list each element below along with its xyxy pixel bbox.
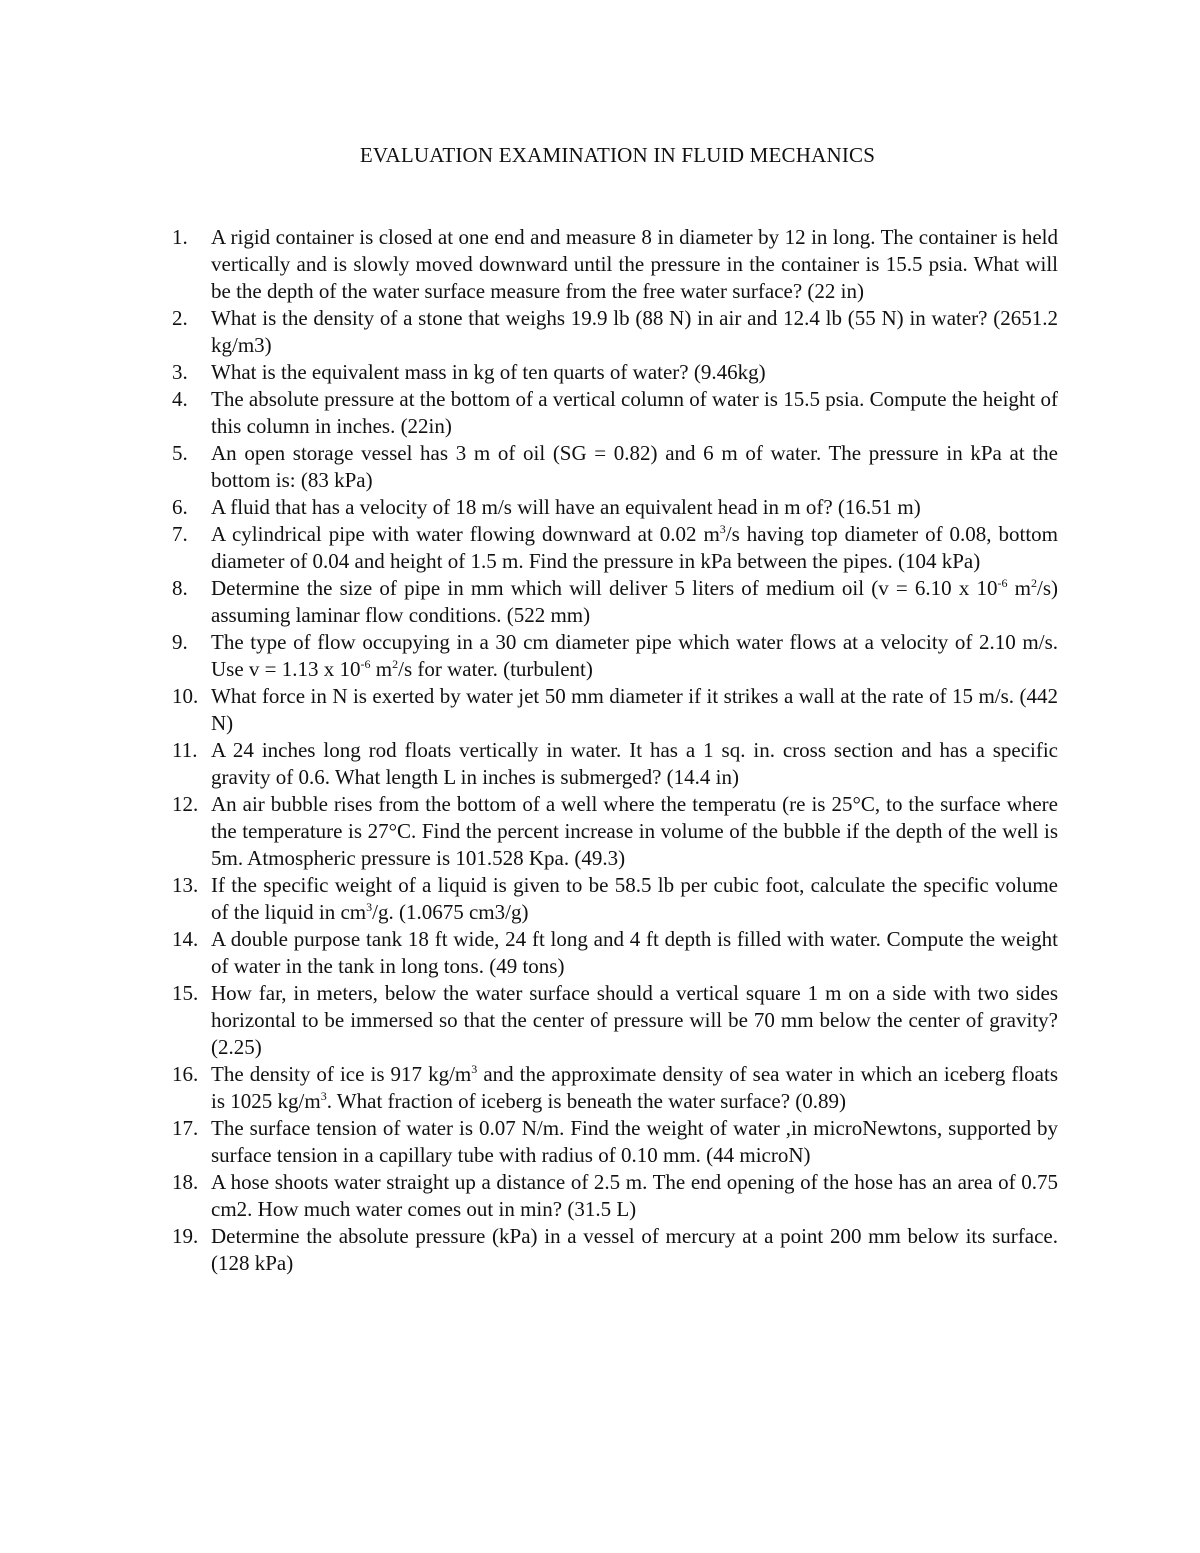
text-segment: . What fraction of iceberg is beneath the water surface? (0.89) — [326, 1089, 847, 1113]
superscript: -6 — [997, 576, 1008, 590]
list-item — [172, 872, 1058, 926]
list-item — [172, 683, 1058, 737]
question-number: 12. — [172, 792, 199, 816]
question-text: What is the equivalent mass in kg of ten quarts of water? (9.46kg) — [211, 360, 766, 384]
question-number: 9. — [172, 630, 188, 654]
list-item — [172, 1169, 1058, 1223]
text-segment: m — [370, 657, 393, 681]
list-item — [172, 521, 1058, 575]
question-number: 14. — [172, 927, 199, 951]
question-list — [172, 224, 1058, 1277]
superscript: 2 — [392, 657, 399, 671]
question-text — [211, 521, 1058, 575]
question-text: The surface tension of water is 0.07 N/m. Find the weight of water ,in microNewtons, supported by surface tension in a capillary tube with radius of 0.10 mm. (44 microN) — [211, 1116, 1058, 1167]
text-segment: /s) assuming laminar flow conditions. (522 mm) — [211, 576, 1058, 627]
question-text: A hose shoots water straight up a distance of 2.5 m. The end opening of the hose has an area of 0.75 cm2. How much water comes out in min? (31.5 L) — [211, 1170, 1058, 1221]
question-text — [211, 1061, 1058, 1115]
list-item — [172, 926, 1058, 980]
question-text: An air bubble rises from the bottom of a well where the temperatu (re is 25°C, to the surface where the temperature is 27°C. Find the percent increase in volume of the bubble if the depth of the well is 5m. Atmospheric pressure is 101.528 Kpa. (49.3) — [211, 792, 1058, 870]
list-item — [172, 224, 1058, 305]
question-number: 6. — [172, 495, 188, 519]
superscript: 3 — [471, 1062, 478, 1076]
text-segment: If the specific weight of a liquid is given to be 58.5 lb per cubic foot, calculate the specific volume of the liquid in cm — [211, 873, 1058, 924]
question-text: A rigid container is closed at one end and measure 8 in diameter by 12 in long. The container is held vertically and is slowly moved downward until the pressure in the container is 15.5 psia. What will be the depth of the water surface measure from the free water surface? (22 in) — [211, 225, 1058, 303]
list-item — [172, 386, 1058, 440]
text-segment: /g. (1.0675 cm3/g) — [372, 900, 529, 924]
question-text: A 24 inches long rod floats vertically in water. It has a 1 sq. in. cross section and has a specific gravity of 0.6. What length L in inches is submerged? (14.4 in) — [211, 738, 1058, 789]
list-item — [172, 1061, 1058, 1115]
text-segment: /s having top diameter of 0.08, bottom diameter of 0.04 and height of 1.5 m. Find the pressure in kPa between the pipes. (104 kPa) — [211, 522, 1058, 573]
text-segment: The type of flow occupying in a 30 cm diameter pipe which water flows at a velocity of 2.10 m/s. Use v = 1.13 x 10 — [211, 630, 1058, 681]
text-segment: and the approximate density of sea water in which an iceberg floats is 1025 kg/m — [211, 1062, 1058, 1113]
question-text: How far, in meters, below the water surface should a vertical square 1 m on a side with two sides horizontal to be immersed so that the center of pressure will be 70 mm below the center of gravity? (2.25) — [211, 981, 1058, 1059]
question-number: 17. — [172, 1116, 199, 1140]
question-text — [211, 872, 1058, 926]
text-segment: /s for water. (turbulent) — [398, 657, 593, 681]
text-segment: m — [1007, 576, 1031, 600]
list-item — [172, 305, 1058, 359]
list-item — [172, 980, 1058, 1061]
question-number: 19. — [172, 1224, 199, 1248]
page-title: EVALUATION EXAMINATION IN FLUID MECHANICS — [359, 143, 876, 167]
list-item — [172, 575, 1058, 629]
question-text: Determine the absolute pressure (kPa) in a vessel of mercury at a point 200 mm below its surface. (128 kPa) — [211, 1224, 1058, 1275]
question-number: 16. — [172, 1062, 199, 1086]
question-number: 1. — [172, 225, 188, 249]
question-number: 13. — [172, 873, 199, 897]
text-segment: Determine the size of pipe in mm which will deliver 5 liters of medium oil (v = 6.10 x 10 — [211, 576, 998, 600]
list-item — [172, 1115, 1058, 1169]
question-number: 2. — [172, 306, 188, 330]
question-number: 3. — [172, 360, 188, 384]
text-segment: A cylindrical pipe with water flowing downward at 0.02 m — [211, 522, 720, 546]
superscript: 2 — [1031, 576, 1037, 590]
list-item — [172, 440, 1058, 494]
list-item — [172, 494, 1058, 521]
text-segment: The density of ice is 917 kg/m — [211, 1062, 472, 1086]
question-number: 11. — [172, 738, 198, 762]
list-item — [172, 629, 1058, 683]
question-number: 5. — [172, 441, 188, 465]
question-number: 4. — [172, 387, 188, 411]
question-number: 15. — [172, 981, 199, 1005]
list-item — [172, 737, 1058, 791]
question-text: An open storage vessel has 3 m of oil (SG = 0.82) and 6 m of water. The pressure in kPa at the bottom is: (83 kPa) — [211, 441, 1058, 492]
superscript: 3 — [320, 1089, 327, 1103]
superscript: -6 — [360, 657, 371, 671]
list-item — [172, 791, 1058, 872]
question-number: 7. — [172, 522, 188, 546]
question-text: What force in N is exerted by water jet 50 mm diameter if it strikes a wall at the rate of 15 m/s. (442 N) — [211, 684, 1058, 735]
question-text: The absolute pressure at the bottom of a vertical column of water is 15.5 psia. Compute the height of this column in inches. (22in) — [211, 387, 1058, 438]
superscript: 3 — [366, 900, 373, 914]
question-number: 8. — [172, 576, 188, 600]
list-item — [172, 1223, 1058, 1277]
question-number: 10. — [172, 684, 199, 708]
list-item — [172, 359, 1058, 386]
question-text: A double purpose tank 18 ft wide, 24 ft long and 4 ft depth is filled with water. Compute the weight of water in the tank in long tons. (49 tons) — [211, 927, 1058, 978]
superscript: 3 — [719, 522, 726, 536]
question-text — [211, 575, 1058, 629]
question-number: 18. — [172, 1170, 199, 1194]
question-text: What is the density of a stone that weighs 19.9 lb (88 N) in air and 12.4 lb (55 N) in water? (2651.2 kg/m3) — [211, 306, 1058, 357]
question-text — [211, 629, 1058, 683]
question-text: A fluid that has a velocity of 18 m/s will have an equivalent head in m of? (16.51 m) — [211, 495, 921, 519]
